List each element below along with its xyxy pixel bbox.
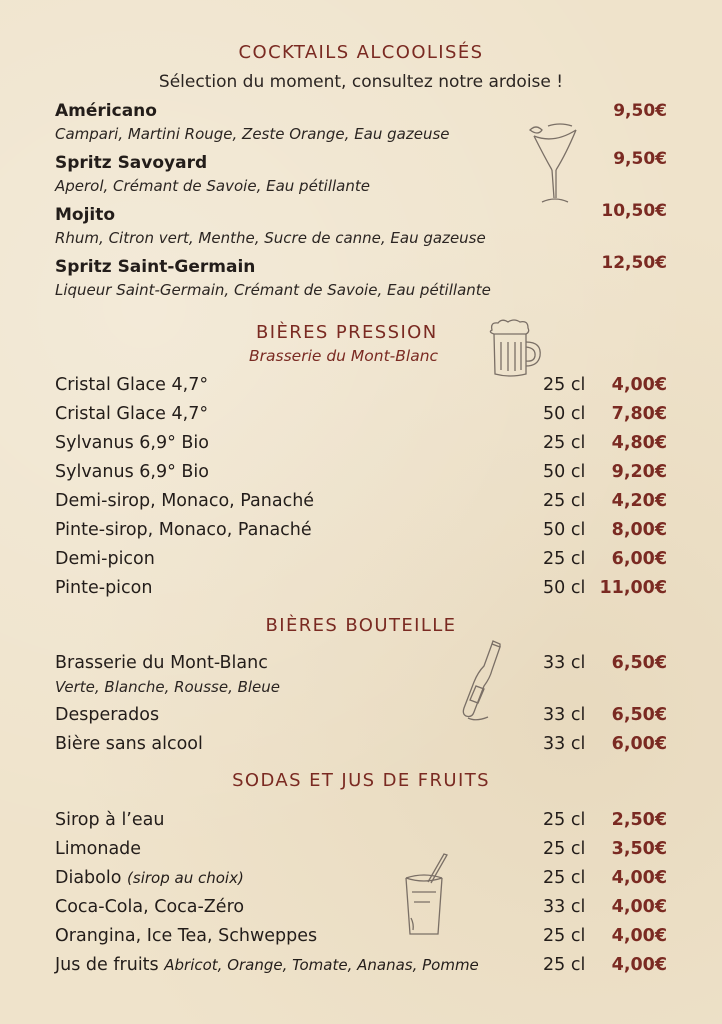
pression-subtitle: Brasserie du Mont-Blanc — [249, 347, 439, 365]
beer-bottle-icon — [462, 640, 506, 722]
item-price: 4,00€ — [611, 926, 667, 946]
list-item — [55, 520, 667, 544]
item-price: 4,00€ — [611, 955, 667, 975]
cocktail-price: 9,50€ — [613, 101, 667, 121]
cocktails-subtitle: Sélection du moment, consultez notre ardoise ! — [158, 72, 564, 92]
sodas-title: SODAS ET JUS DE FRUITS — [232, 770, 490, 791]
item-volume: 33 cl — [543, 653, 586, 673]
item-name: Pinte-picon — [55, 578, 153, 598]
list-item — [55, 955, 667, 979]
cocktail-price: 9,50€ — [613, 149, 667, 169]
cocktail-desc: Campari, Martini Rouge, Zeste Orange, Eau gazeuse — [55, 125, 450, 143]
item-price: 4,00€ — [611, 897, 667, 917]
item-price: 4,00€ — [611, 375, 667, 395]
item-name-wrap — [55, 955, 479, 975]
list-item — [55, 578, 667, 602]
item-name: Sylvanus 6,9° Bio — [55, 462, 209, 482]
item-price: 4,20€ — [611, 491, 667, 511]
item-volume: 33 cl — [543, 705, 586, 725]
cocktail-name: Mojito — [55, 205, 116, 225]
item-name: Demi-picon — [55, 549, 155, 569]
list-item — [55, 462, 667, 486]
list-item — [55, 433, 667, 457]
cocktail-desc: Liqueur Saint-Germain, Crémant de Savoie, Eau pétillante — [55, 281, 491, 299]
item-price: 7,80€ — [611, 404, 667, 424]
item-volume: 50 cl — [543, 404, 586, 424]
list-item — [55, 926, 667, 950]
item-price: 6,00€ — [611, 734, 667, 754]
bouteille-title: BIÈRES BOUTEILLE — [265, 615, 457, 636]
cocktail-name: Spritz Savoyard — [55, 153, 208, 173]
cocktail-name: Spritz Saint-Germain — [55, 257, 256, 277]
list-item — [55, 839, 667, 863]
item-name: Sirop à l’eau — [55, 810, 165, 830]
item-volume: 25 cl — [543, 375, 586, 395]
cocktail-glass-icon — [526, 120, 582, 208]
item-name-wrap — [55, 868, 244, 888]
pression-title: BIÈRES PRESSION — [256, 322, 438, 343]
item-volume: 33 cl — [543, 897, 586, 917]
cocktail-price: 10,50€ — [601, 201, 667, 221]
item-name: Diabolo — [55, 868, 122, 888]
item-volume: 25 cl — [543, 926, 586, 946]
item-name: Desperados — [55, 705, 160, 725]
item-price: 6,00€ — [611, 549, 667, 569]
item-price: 4,80€ — [611, 433, 667, 453]
list-item — [55, 491, 667, 515]
item-price: 3,50€ — [611, 839, 667, 859]
cocktail-price: 12,50€ — [601, 253, 667, 273]
list-item — [55, 375, 667, 399]
item-name: Bière sans alcool — [55, 734, 203, 754]
item-price: 6,50€ — [611, 705, 667, 725]
item-desc: Verte, Blanche, Rousse, Bleue — [55, 678, 281, 696]
cocktail-name: Américano — [55, 101, 157, 121]
beer-mug-icon — [486, 318, 546, 380]
cocktail-desc: Rhum, Citron vert, Menthe, Sucre de canne, Eau gazeuse — [55, 229, 486, 247]
list-item — [55, 897, 667, 921]
list-item — [55, 868, 667, 892]
item-name: Coca-Cola, Coca-Zéro — [55, 897, 245, 917]
cocktail-desc: Aperol, Crémant de Savoie, Eau pétillante — [55, 177, 370, 195]
list-item — [55, 810, 667, 834]
item-volume: 50 cl — [543, 462, 586, 482]
item-note: Abricot, Orange, Tomate, Ananas, Pomme — [164, 956, 479, 974]
item-name: Pinte-sirop, Monaco, Panaché — [55, 520, 312, 540]
list-item — [55, 653, 667, 677]
item-volume: 25 cl — [543, 868, 586, 888]
item-name: Brasserie du Mont-Blanc — [55, 653, 268, 673]
item-name: Sylvanus 6,9° Bio — [55, 433, 209, 453]
item-name: Cristal Glace 4,7° — [55, 375, 209, 395]
item-name: Orangina, Ice Tea, Schweppes — [55, 926, 318, 946]
list-item — [55, 404, 667, 428]
list-item — [55, 549, 667, 573]
cocktails-title: COCKTAILS ALCOOLISÉS — [238, 42, 484, 63]
item-price: 9,20€ — [611, 462, 667, 482]
item-volume: 25 cl — [543, 839, 586, 859]
item-volume: 50 cl — [543, 520, 586, 540]
item-name: Limonade — [55, 839, 142, 859]
item-volume: 25 cl — [543, 810, 586, 830]
soda-glass-icon — [400, 852, 452, 938]
item-volume: 25 cl — [543, 433, 586, 453]
item-price: 6,50€ — [611, 653, 667, 673]
item-price: 8,00€ — [611, 520, 667, 540]
item-name: Demi-sirop, Monaco, Panaché — [55, 491, 315, 511]
item-volume: 50 cl — [543, 578, 586, 598]
item-volume: 25 cl — [543, 955, 586, 975]
item-volume: 25 cl — [543, 549, 586, 569]
item-volume: 25 cl — [543, 491, 586, 511]
list-item — [55, 734, 667, 758]
item-price: 4,00€ — [611, 868, 667, 888]
item-price: 11,00€ — [599, 578, 667, 598]
item-volume: 33 cl — [543, 734, 586, 754]
item-price: 2,50€ — [611, 810, 667, 830]
item-note: (sirop au choix) — [127, 869, 244, 887]
item-name: Jus de fruits — [55, 955, 159, 975]
item-name: Cristal Glace 4,7° — [55, 404, 209, 424]
list-item — [55, 705, 667, 729]
